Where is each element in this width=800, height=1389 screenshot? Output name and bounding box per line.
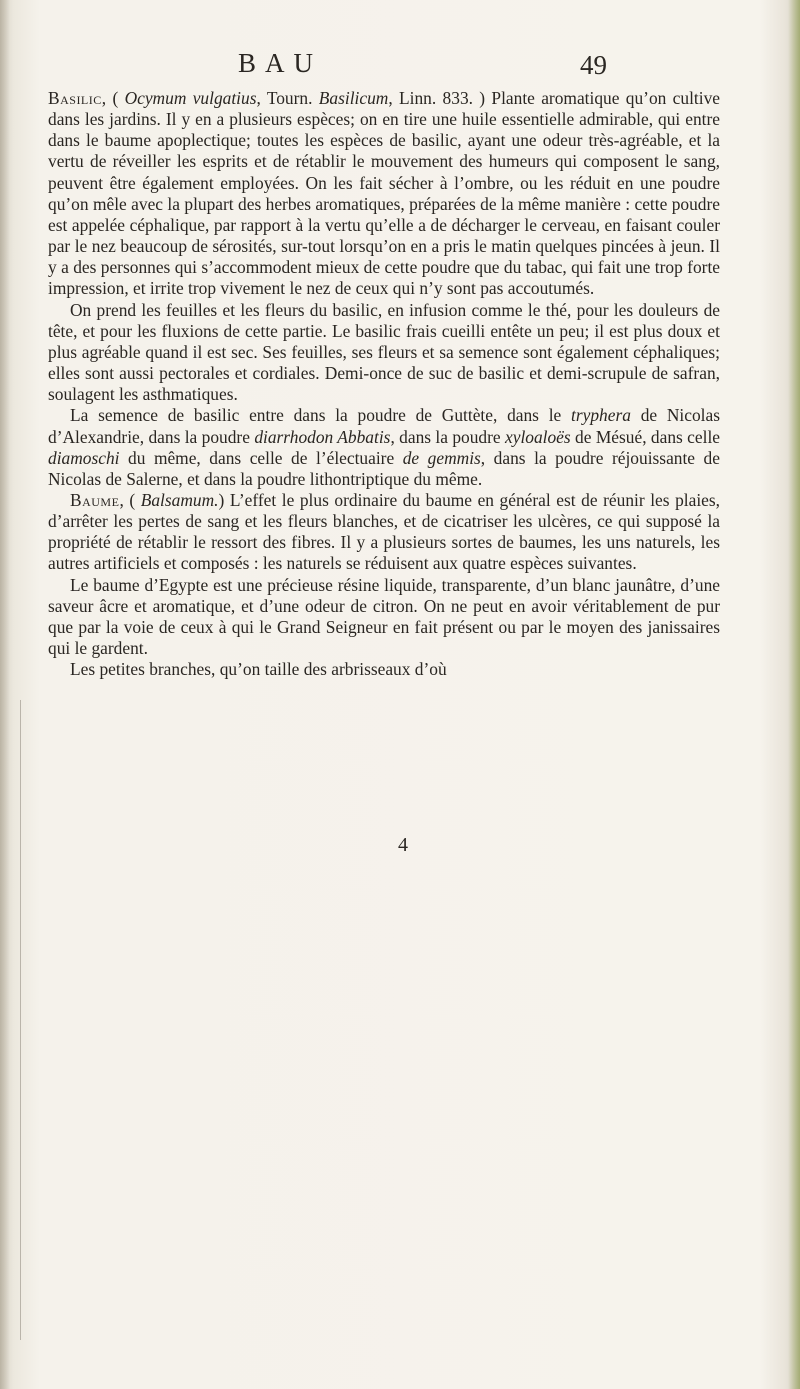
paragraph-branches: Les petites branches, qu’on taille des arbrisseaux d’où xyxy=(70,659,447,680)
entry-baume: Baume, ( Balsamum.) L’effet le plus ordinaire du baume en général est de réunir les plaies, d’arrêter les pertes de sang et les fleurs blanches, et de cicatriser les ulcères, ce qui supposé la propriété de rétablir le ressort des fibres. Il y a plusieurs sortes de baumes, les uns naturels, les autres artificiels et composés : les naturels se réduisent aux quatre espèces suivantes. xyxy=(48,489,720,574)
page-body xyxy=(48,88,720,680)
headword-basilic: Basilic xyxy=(48,88,102,108)
headword-baume: Baume xyxy=(70,489,120,510)
paragraph-semence: La semence de basilic entre dans la poudre de Guttète, dans le tryphera de Nicolas d’Alexandrie, dans la poudre diarrhodon Abbatis, dans la poudre xyloaloës de Mésué, dans celle diamoschi du même, dans celle de l’électuaire de gemmis, dans la poudre réjouissante de Nicolas de Salerne, et dans la poudre lithontriptique du même. xyxy=(48,405,721,489)
page-left-edge xyxy=(0,0,10,1389)
page-number: 49 xyxy=(580,50,607,80)
paragraph-infusion: On prend les feuilles et les fleurs du basilic, en infusion comme le thé, pour les douleurs de tête, et pour les fluxions de cette partie. Le basilic frais cueilli entête un peu; il est plus doux et plus agréable quand il est sec. Ses feuilles, ses fleurs et sa semence sont également céphaliques; elles sont aussi pectorales et cordiales. Demi-once de suc de basilic et demi-scrupule de safran, soulagent les asthmatiques. xyxy=(48,299,720,405)
latin-name: Balsamum. xyxy=(140,489,219,510)
paragraph-egypte: Le baume d’Egypte est une précieuse résine liquide, transparente, d’un blanc jaunâtre, d’une saveur âcre et aromatique, et d’une odeur de citron. On ne peut en avoir véritablement de pur que par la voie de ceux à qui le Grand Seigneur en fait présent ou par le moyen des janissaires qui le gardent. xyxy=(48,574,720,659)
entry-basilic: Basilic, ( Ocymum vulgatius, Tourn. Basilicum, Linn. 833. ) Plante aromatique qu’on cultive dans les jardins. Il y en a plusieurs espèces; on en tire une huile essentielle admirable, qui entre dans le baume apoplectique; toutes les espèces de basilic, ayant une odeur très-agréable, et la vertu de réveiller les esprits et de rétablir le mouvement des humeurs qui composent le sang, peuvent être également employées. On les fait sécher à l’ombre, ou les réduit en une poudre qu’on mêle avec la plupart des herbes aromatiques, préparées de la même manière : cette poudre est appelée céphalique, par rapport à la vertu qu’elle a de décharger le cerveau, en faisant couler par le nez beaucoup de sérosités, sur-tout lorsqu’on en a pris le matin quelques pincées à jeun. Il y a des personnes qui s’accommodent mieux de cette poudre que du tabac, qui fait une trop forte impression, et irrite trop vivement le nez de ceux qui n’y sont pas accoutumés. xyxy=(48,88,720,299)
latin-name: Ocymum vulgatius xyxy=(124,88,257,108)
page-header xyxy=(0,48,800,88)
running-head: BAU xyxy=(238,48,323,78)
latin-name: Basilicum xyxy=(318,88,389,108)
page-right-edge xyxy=(788,0,800,1389)
signature-mark: 4 xyxy=(398,834,408,856)
gutter-line xyxy=(20,700,21,1340)
